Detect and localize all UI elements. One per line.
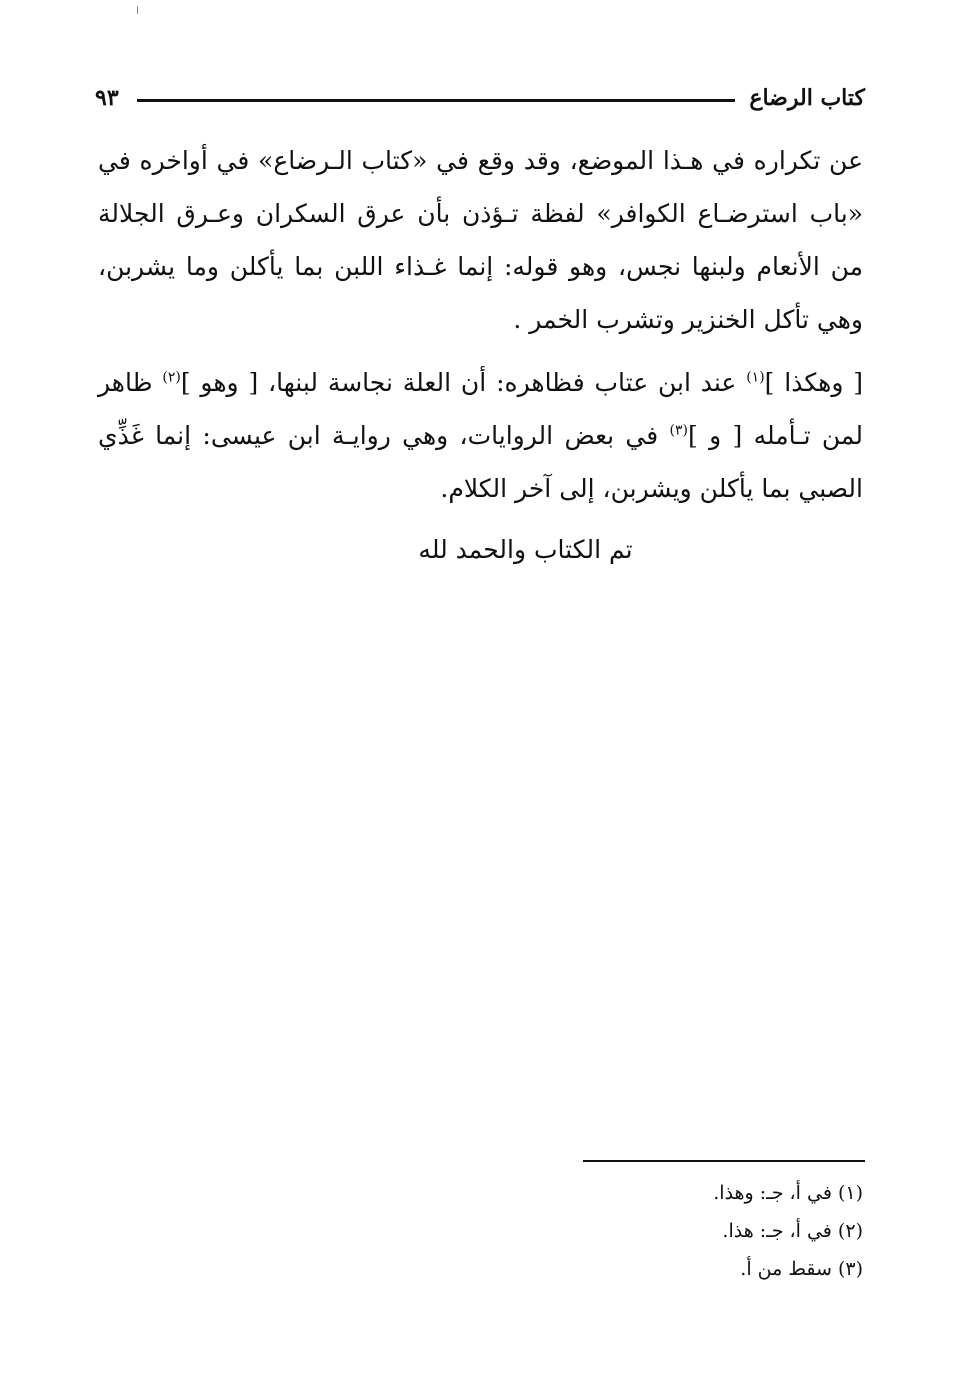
main-text (98, 134, 863, 576)
footnotes (480, 1174, 863, 1288)
closing-line: تم الكتاب والحمد لله (418, 535, 633, 564)
footnote-2: (٢) في أ، جـ: هذا. (722, 1220, 863, 1242)
page-number: ٩٣ (95, 85, 119, 111)
paragraph-1: عن تكراره في هـذا الموضع، وقد وقع في «كتاب الـرضاع» في أواخره في «باب استرضـاع الكوافر» لفظة تـؤذن بأن عرق السكران وعـرق الجلالة من الأنعام ولبنها نجس، وهو قوله: إنما غـذاء اللبن بما يأكلن وما يشربن، وهي تأكل الخنزير وتشرب الخمر . (98, 146, 863, 334)
footnote-ref-1: (١) (746, 369, 765, 386)
paragraph-2-part-c: ظاهر لمن تـأمله [ و ] (98, 368, 863, 450)
footnote-3: (٣) سقط من أ. (740, 1258, 863, 1280)
footnote-ref-3: (٣) (669, 422, 689, 439)
paragraph-2-part-a: [ وهكذا ] (764, 368, 863, 397)
chapter-title: كتاب الرضاع (749, 85, 865, 111)
header-rule (137, 99, 736, 102)
running-header (95, 80, 865, 116)
paragraph-2-part-b: عند ابن عتاب فظاهره: أن العلة نجاسة لبنها، [ وهو ] (180, 368, 747, 397)
footnote-separator (583, 1160, 865, 1162)
paragraph-2-part-d: في بعض الروايات، وهي روايـة ابن عيسى: إنما غَذِّي الصبي بما يأكلن ويشربن، إلى آخر الكلام. (98, 421, 863, 503)
footnote-ref-2: (٢) (162, 369, 181, 386)
paragraph-2 (98, 356, 863, 515)
scan-mark (137, 6, 138, 14)
footnote-1: (١) في أ، جـ: وهذا. (713, 1182, 863, 1204)
